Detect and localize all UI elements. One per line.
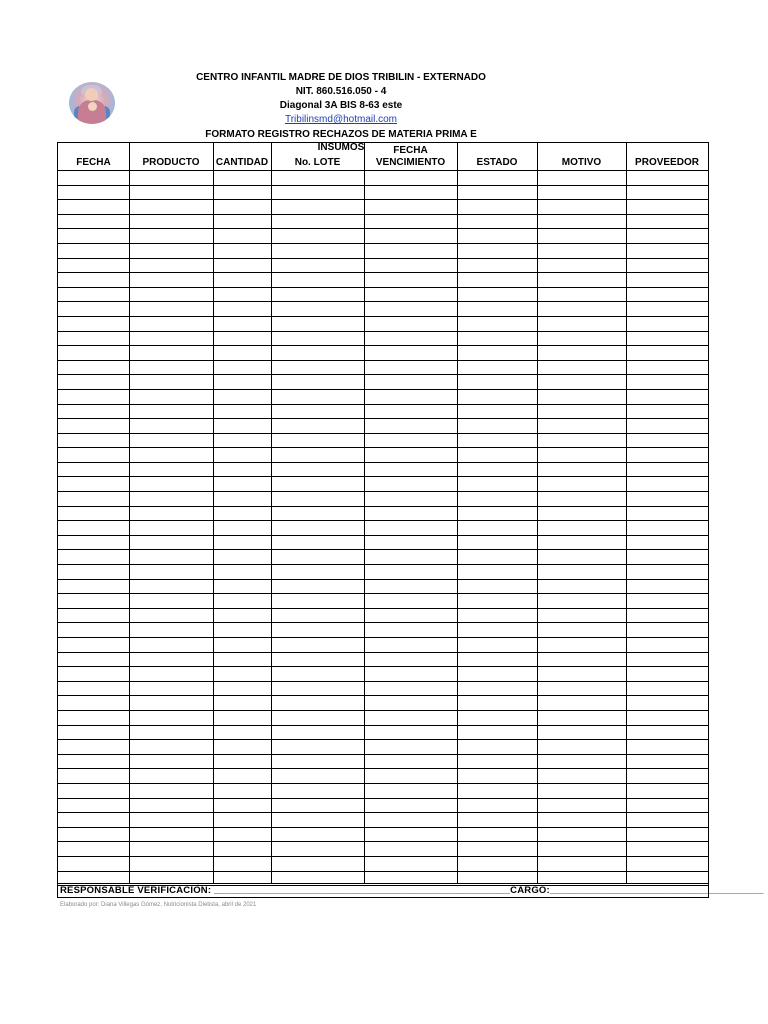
table-row[interactable] xyxy=(58,623,708,638)
table-row[interactable] xyxy=(58,448,708,463)
table-row[interactable] xyxy=(58,769,708,784)
col-header-lote: No. LOTE xyxy=(294,157,341,168)
institution-address: Diagonal 3A BIS 8-63 este xyxy=(279,100,403,111)
table-row[interactable] xyxy=(58,215,708,230)
institution-name: CENTRO INFANTIL MADRE DE DIOS TRIBILIN - EXTERNADO xyxy=(196,72,486,83)
col-header-cantidad: CANTIDAD xyxy=(215,157,269,168)
table-row[interactable] xyxy=(58,259,708,274)
col-header-fecha: FECHA xyxy=(76,157,111,168)
table-row[interactable] xyxy=(58,755,708,770)
logo-child xyxy=(88,102,97,111)
table-row[interactable] xyxy=(58,521,708,536)
table-row[interactable] xyxy=(58,653,708,668)
table-row[interactable] xyxy=(58,828,708,843)
institution-logo xyxy=(69,82,115,124)
table-row[interactable] xyxy=(58,784,708,799)
responsable-cargo-line[interactable]: RESPONSABLE VERIFICACIÓN: ______________________________________________________CARGO:_______________________________________ xyxy=(60,885,764,896)
table-row[interactable] xyxy=(58,711,708,726)
institution-nit: NIT. 860.516.050 - 4 xyxy=(295,86,387,97)
table-row[interactable] xyxy=(58,638,708,653)
credit-note: Elaborado por: Diana Villegas Gómez, Nutricionista Dietista, abril de 2021 xyxy=(60,902,257,908)
table-row[interactable] xyxy=(58,361,708,376)
table-row[interactable] xyxy=(58,346,708,361)
table-row[interactable] xyxy=(58,463,708,478)
table-row[interactable] xyxy=(58,507,708,522)
table-row[interactable] xyxy=(58,332,708,347)
col-header-producto: PRODUCTO xyxy=(142,157,200,168)
table-row[interactable] xyxy=(58,171,708,186)
table-row[interactable] xyxy=(58,317,708,332)
table-row[interactable] xyxy=(58,813,708,828)
form-title: FORMATO REGISTRO RECHAZOS DE MATERIA PRIMA E INSUMOS xyxy=(205,129,477,153)
table-row[interactable] xyxy=(58,419,708,434)
table-row[interactable] xyxy=(58,492,708,507)
table-row[interactable] xyxy=(58,244,708,259)
table-row[interactable] xyxy=(58,390,708,405)
logo-head xyxy=(85,88,98,101)
table-row[interactable] xyxy=(58,186,708,201)
table-row[interactable] xyxy=(58,740,708,755)
table-row[interactable] xyxy=(58,273,708,288)
table-row[interactable] xyxy=(58,726,708,741)
table-row[interactable] xyxy=(58,842,708,857)
col-header-vencimiento: FECHA VENCIMIENTO xyxy=(375,145,446,168)
table-body xyxy=(58,171,708,886)
col-header-motivo: MOTIVO xyxy=(561,157,602,168)
table-row[interactable] xyxy=(58,799,708,814)
table-row[interactable] xyxy=(58,565,708,580)
col-header-estado: ESTADO xyxy=(476,157,518,168)
table-row[interactable] xyxy=(58,229,708,244)
table-row[interactable] xyxy=(58,696,708,711)
table-row[interactable] xyxy=(58,667,708,682)
table-row[interactable] xyxy=(58,375,708,390)
col-header-proveedor: PROVEEDOR xyxy=(635,157,699,168)
table-row[interactable] xyxy=(58,405,708,420)
table-row[interactable] xyxy=(58,200,708,215)
table-row[interactable] xyxy=(58,857,708,872)
table-row[interactable] xyxy=(58,682,708,697)
table-row[interactable] xyxy=(58,580,708,595)
registry-table xyxy=(57,142,764,898)
table-row[interactable] xyxy=(58,550,708,565)
table-row[interactable] xyxy=(58,594,708,609)
table-row[interactable] xyxy=(58,288,708,303)
table-header-row xyxy=(58,143,708,171)
table-row[interactable] xyxy=(58,609,708,624)
table-row[interactable] xyxy=(58,434,708,449)
table-row[interactable] xyxy=(58,536,708,551)
table-row[interactable] xyxy=(58,477,708,492)
institution-email-link[interactable]: Tribilinsmd@hotmail.com xyxy=(284,114,398,125)
table-row[interactable] xyxy=(58,302,708,317)
